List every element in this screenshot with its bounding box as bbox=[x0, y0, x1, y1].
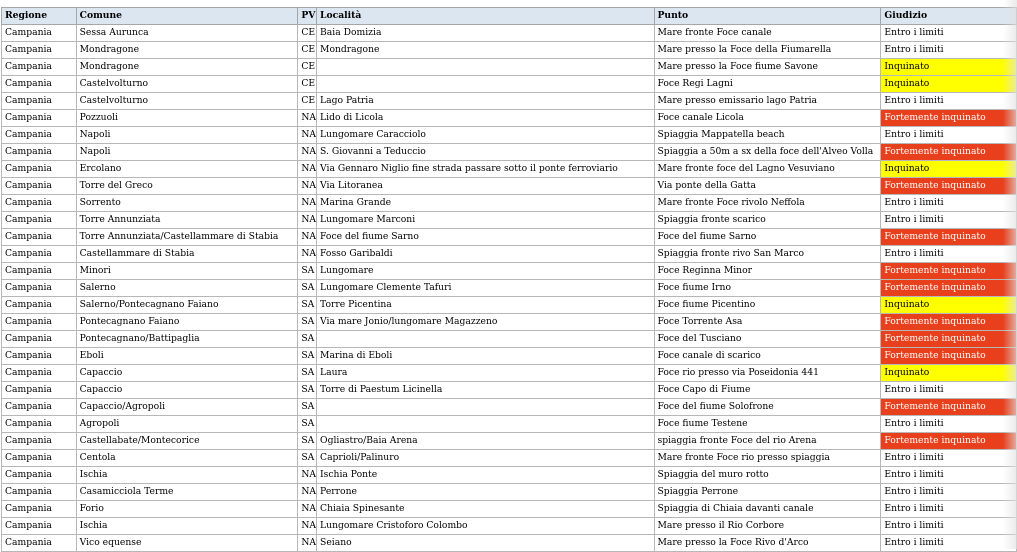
table-row bbox=[2, 416, 1017, 433]
cell-localita: Via Litoranea bbox=[317, 178, 654, 195]
cell-comune: Salerno/Pontecagnano Faiano bbox=[76, 297, 298, 314]
cell-localita bbox=[317, 416, 654, 433]
table-row bbox=[2, 399, 1017, 416]
cell-pv: CE bbox=[298, 42, 317, 59]
cell-comune: Capaccio/Agropoli bbox=[76, 399, 298, 416]
table-row bbox=[2, 229, 1017, 246]
table-body bbox=[2, 25, 1017, 552]
header-regione: Regione bbox=[2, 8, 77, 25]
cell-giudizio-status: Inquinato bbox=[881, 76, 1017, 93]
cell-giudizio-status: Fortemente inquinato bbox=[881, 280, 1017, 297]
cell-punto: Foce fiume Irno bbox=[654, 280, 881, 297]
cell-pv: CE bbox=[298, 25, 317, 42]
table-row bbox=[2, 212, 1017, 229]
cell-regione: Campania bbox=[2, 467, 77, 484]
cell-pv: SA bbox=[298, 314, 317, 331]
cell-comune: Castelvolturno bbox=[76, 76, 298, 93]
cell-comune: Castellabate/Montecorice bbox=[76, 433, 298, 450]
cell-pv: SA bbox=[298, 331, 317, 348]
cell-localita: Perrone bbox=[317, 484, 654, 501]
cell-pv: SA bbox=[298, 263, 317, 280]
table-row bbox=[2, 76, 1017, 93]
cell-regione: Campania bbox=[2, 450, 77, 467]
cell-punto: Mare fronte Foce rio presso spiaggia bbox=[654, 450, 881, 467]
cell-giudizio-status: Entro i limiti bbox=[881, 127, 1017, 144]
cell-giudizio-status: Inquinato bbox=[881, 59, 1017, 76]
cell-comune: Torre Annunziata bbox=[76, 212, 298, 229]
cell-punto: Spiaggia Perrone bbox=[654, 484, 881, 501]
header-pv: PV bbox=[298, 8, 317, 25]
cell-localita: Laura bbox=[317, 365, 654, 382]
cell-pv: SA bbox=[298, 382, 317, 399]
cell-regione: Campania bbox=[2, 161, 77, 178]
cell-regione: Campania bbox=[2, 76, 77, 93]
cell-pv: SA bbox=[298, 399, 317, 416]
cell-punto: Mare fronte Foce rivolo Neffola bbox=[654, 195, 881, 212]
cell-giudizio-status: Entro i limiti bbox=[881, 467, 1017, 484]
table-row bbox=[2, 365, 1017, 382]
table-row bbox=[2, 59, 1017, 76]
header-localita: Località bbox=[317, 8, 654, 25]
cell-regione: Campania bbox=[2, 195, 77, 212]
cell-pv: SA bbox=[298, 450, 317, 467]
header-row bbox=[2, 8, 1017, 25]
cell-regione: Campania bbox=[2, 280, 77, 297]
cell-regione: Campania bbox=[2, 178, 77, 195]
cell-localita: Torre Picentina bbox=[317, 297, 654, 314]
cell-pv: CE bbox=[298, 93, 317, 110]
cell-giudizio-status: Entro i limiti bbox=[881, 246, 1017, 263]
cell-comune: Mondragone bbox=[76, 42, 298, 59]
table-row bbox=[2, 93, 1017, 110]
cell-punto: Mare presso la Foce della Fiumarella bbox=[654, 42, 881, 59]
cell-comune: Torre del Greco bbox=[76, 178, 298, 195]
cell-comune: Ischia bbox=[76, 467, 298, 484]
table-row bbox=[2, 314, 1017, 331]
cell-regione: Campania bbox=[2, 25, 77, 42]
cell-localita: Via Gennaro Niglio fine strada passare sotto il ponte ferroviario bbox=[317, 161, 654, 178]
cell-localita: Foce del fiume Sarno bbox=[317, 229, 654, 246]
cell-pv: CE bbox=[298, 59, 317, 76]
cell-giudizio-status: Fortemente inquinato bbox=[881, 144, 1017, 161]
cell-pv: NA bbox=[298, 161, 317, 178]
cell-localita: Caprioli/Palinuro bbox=[317, 450, 654, 467]
header-punto: Punto bbox=[654, 8, 881, 25]
cell-regione: Campania bbox=[2, 229, 77, 246]
cell-localita: S. Giovanni a Teduccio bbox=[317, 144, 654, 161]
water-quality-table bbox=[1, 7, 1017, 552]
cell-comune: Salerno bbox=[76, 280, 298, 297]
table-row bbox=[2, 297, 1017, 314]
cell-giudizio-status: Entro i limiti bbox=[881, 195, 1017, 212]
cell-regione: Campania bbox=[2, 382, 77, 399]
cell-pv: SA bbox=[298, 280, 317, 297]
cell-regione: Campania bbox=[2, 365, 77, 382]
cell-giudizio-status: Entro i limiti bbox=[881, 535, 1017, 552]
cell-giudizio-status: Entro i limiti bbox=[881, 518, 1017, 535]
cell-pv: NA bbox=[298, 484, 317, 501]
cell-localita bbox=[317, 399, 654, 416]
cell-comune: Castellammare di Stabia bbox=[76, 246, 298, 263]
cell-pv: NA bbox=[298, 195, 317, 212]
table-row bbox=[2, 195, 1017, 212]
cell-giudizio-status: Entro i limiti bbox=[881, 212, 1017, 229]
table-row bbox=[2, 467, 1017, 484]
cell-giudizio-status: Inquinato bbox=[881, 297, 1017, 314]
cell-comune: Capaccio bbox=[76, 365, 298, 382]
table-row bbox=[2, 348, 1017, 365]
cell-regione: Campania bbox=[2, 127, 77, 144]
cell-punto: Foce canale Licola bbox=[654, 110, 881, 127]
table-row bbox=[2, 127, 1017, 144]
table-row bbox=[2, 246, 1017, 263]
cell-giudizio-status: Fortemente inquinato bbox=[881, 399, 1017, 416]
cell-pv: NA bbox=[298, 144, 317, 161]
cell-giudizio-status: Fortemente inquinato bbox=[881, 178, 1017, 195]
cell-pv: CE bbox=[298, 76, 317, 93]
cell-giudizio-status: Fortemente inquinato bbox=[881, 348, 1017, 365]
table-row bbox=[2, 161, 1017, 178]
cell-pv: NA bbox=[298, 229, 317, 246]
cell-comune: Vico equense bbox=[76, 535, 298, 552]
cell-localita bbox=[317, 59, 654, 76]
cell-localita: Lago Patria bbox=[317, 93, 654, 110]
cell-regione: Campania bbox=[2, 110, 77, 127]
cell-giudizio-status: Fortemente inquinato bbox=[881, 110, 1017, 127]
cell-localita: Lido di Licola bbox=[317, 110, 654, 127]
cell-punto: Spiaggia Mappatella beach bbox=[654, 127, 881, 144]
cell-comune: Agropoli bbox=[76, 416, 298, 433]
cell-regione: Campania bbox=[2, 212, 77, 229]
cell-pv: NA bbox=[298, 246, 317, 263]
cell-giudizio-status: Entro i limiti bbox=[881, 93, 1017, 110]
cell-giudizio-status: Fortemente inquinato bbox=[881, 331, 1017, 348]
cell-localita: Lungomare Clemente Tafuri bbox=[317, 280, 654, 297]
cell-comune: Sorrento bbox=[76, 195, 298, 212]
cell-punto: Foce fiume Testene bbox=[654, 416, 881, 433]
table-row bbox=[2, 42, 1017, 59]
cell-localita: Via mare Jonio/lungomare Magazzeno bbox=[317, 314, 654, 331]
cell-regione: Campania bbox=[2, 42, 77, 59]
cell-regione: Campania bbox=[2, 348, 77, 365]
cell-localita: Seiano bbox=[317, 535, 654, 552]
cell-giudizio-status: Entro i limiti bbox=[881, 450, 1017, 467]
cell-regione: Campania bbox=[2, 144, 77, 161]
cell-giudizio-status: Entro i limiti bbox=[881, 382, 1017, 399]
table-row bbox=[2, 450, 1017, 467]
table-row bbox=[2, 518, 1017, 535]
cell-comune: Torre Annunziata/Castellammare di Stabia bbox=[76, 229, 298, 246]
cell-punto: Mare presso il Rio Corbore bbox=[654, 518, 881, 535]
scroll-edge-shadow bbox=[1003, 0, 1017, 549]
cell-localita: Marina Grande bbox=[317, 195, 654, 212]
cell-punto: Foce Reginna Minor bbox=[654, 263, 881, 280]
cell-punto: Spiaggia del muro rotto bbox=[654, 467, 881, 484]
cell-comune: Centola bbox=[76, 450, 298, 467]
cell-regione: Campania bbox=[2, 314, 77, 331]
cell-regione: Campania bbox=[2, 484, 77, 501]
cell-punto: Spiaggia fronte rivo San Marco bbox=[654, 246, 881, 263]
cell-punto: Via ponte della Gatta bbox=[654, 178, 881, 195]
cell-localita: Chiaia Spinesante bbox=[317, 501, 654, 518]
cell-pv: SA bbox=[298, 433, 317, 450]
cell-giudizio-status: Entro i limiti bbox=[881, 416, 1017, 433]
cell-comune: Pontecagnano Faiano bbox=[76, 314, 298, 331]
cell-giudizio-status: Fortemente inquinato bbox=[881, 229, 1017, 246]
cell-comune: Napoli bbox=[76, 127, 298, 144]
cell-localita: Lungomare Caracciolo bbox=[317, 127, 654, 144]
cell-punto: Mare presso emissario lago Patria bbox=[654, 93, 881, 110]
cell-pv: NA bbox=[298, 127, 317, 144]
cell-localita: Lungomare bbox=[317, 263, 654, 280]
cell-localita: Mondragone bbox=[317, 42, 654, 59]
cell-regione: Campania bbox=[2, 59, 77, 76]
table-row bbox=[2, 110, 1017, 127]
cell-giudizio-status: Inquinato bbox=[881, 365, 1017, 382]
cell-comune: Minori bbox=[76, 263, 298, 280]
cell-comune: Castelvolturno bbox=[76, 93, 298, 110]
cell-comune: Casamicciola Terme bbox=[76, 484, 298, 501]
table-row bbox=[2, 382, 1017, 399]
cell-comune: Mondragone bbox=[76, 59, 298, 76]
cell-pv: SA bbox=[298, 297, 317, 314]
table-row bbox=[2, 25, 1017, 42]
cell-pv: NA bbox=[298, 535, 317, 552]
cell-regione: Campania bbox=[2, 535, 77, 552]
cell-pv: SA bbox=[298, 416, 317, 433]
cell-punto: Foce canale di scarico bbox=[654, 348, 881, 365]
cell-comune: Ercolano bbox=[76, 161, 298, 178]
header-giudizio: Giudizio bbox=[881, 8, 1017, 25]
cell-regione: Campania bbox=[2, 263, 77, 280]
table-row bbox=[2, 280, 1017, 297]
cell-comune: Pozzuoli bbox=[76, 110, 298, 127]
cell-giudizio-status: Fortemente inquinato bbox=[881, 263, 1017, 280]
cell-localita: Baia Domizia bbox=[317, 25, 654, 42]
cell-punto: Foce del fiume Solofrone bbox=[654, 399, 881, 416]
cell-comune: Eboli bbox=[76, 348, 298, 365]
table-row bbox=[2, 178, 1017, 195]
cell-giudizio-status: Entro i limiti bbox=[881, 501, 1017, 518]
table-row bbox=[2, 144, 1017, 161]
cell-comune: Forio bbox=[76, 501, 298, 518]
cell-regione: Campania bbox=[2, 246, 77, 263]
cell-punto: spiaggia fronte Foce del rio Arena bbox=[654, 433, 881, 450]
cell-giudizio-status: Entro i limiti bbox=[881, 484, 1017, 501]
cell-localita: Ogliastro/Baia Arena bbox=[317, 433, 654, 450]
cell-punto: Foce Torrente Asa bbox=[654, 314, 881, 331]
table-row bbox=[2, 331, 1017, 348]
cell-pv: SA bbox=[298, 365, 317, 382]
cell-giudizio-status: Fortemente inquinato bbox=[881, 314, 1017, 331]
cell-pv: NA bbox=[298, 501, 317, 518]
table-row bbox=[2, 484, 1017, 501]
cell-localita bbox=[317, 331, 654, 348]
cell-regione: Campania bbox=[2, 399, 77, 416]
cell-regione: Campania bbox=[2, 518, 77, 535]
cell-punto: Spiaggia di Chiaia davanti canale bbox=[654, 501, 881, 518]
table-row bbox=[2, 501, 1017, 518]
cell-punto: Foce rio presso via Poseidonia 441 bbox=[654, 365, 881, 382]
cell-localita: Ischia Ponte bbox=[317, 467, 654, 484]
cell-localita: Marina di Eboli bbox=[317, 348, 654, 365]
cell-regione: Campania bbox=[2, 501, 77, 518]
cell-punto: Foce Capo di Fiume bbox=[654, 382, 881, 399]
cell-punto: Foce del Tusciano bbox=[654, 331, 881, 348]
cell-giudizio-status: Entro i limiti bbox=[881, 25, 1017, 42]
header-comune: Comune bbox=[76, 8, 298, 25]
cell-localita: Torre di Paestum Licinella bbox=[317, 382, 654, 399]
cell-giudizio-status: Entro i limiti bbox=[881, 42, 1017, 59]
cell-punto: Foce fiume Picentino bbox=[654, 297, 881, 314]
cell-comune: Napoli bbox=[76, 144, 298, 161]
cell-punto: Mare presso la Foce fiume Savone bbox=[654, 59, 881, 76]
cell-comune: Ischia bbox=[76, 518, 298, 535]
cell-localita: Lungomare Marconi bbox=[317, 212, 654, 229]
cell-punto: Mare fronte Foce canale bbox=[654, 25, 881, 42]
table-row bbox=[2, 263, 1017, 280]
cell-comune: Capaccio bbox=[76, 382, 298, 399]
cell-localita: Fosso Garibaldi bbox=[317, 246, 654, 263]
table-row bbox=[2, 433, 1017, 450]
cell-localita: Lungomare Cristoforo Colombo bbox=[317, 518, 654, 535]
cell-punto: Foce del fiume Sarno bbox=[654, 229, 881, 246]
cell-regione: Campania bbox=[2, 433, 77, 450]
cell-punto: Spiaggia a 50m a sx della foce dell'Alveo Volla bbox=[654, 144, 881, 161]
cell-regione: Campania bbox=[2, 416, 77, 433]
cell-punto: Foce Regi Lagni bbox=[654, 76, 881, 93]
cell-pv: SA bbox=[298, 348, 317, 365]
cell-punto: Mare fronte foce del Lagno Vesuviano bbox=[654, 161, 881, 178]
cell-pv: NA bbox=[298, 518, 317, 535]
cell-comune: Sessa Aurunca bbox=[76, 25, 298, 42]
cell-regione: Campania bbox=[2, 331, 77, 348]
cell-comune: Pontecagnano/Battipaglia bbox=[76, 331, 298, 348]
cell-punto: Spiaggia fronte scarico bbox=[654, 212, 881, 229]
cell-regione: Campania bbox=[2, 93, 77, 110]
cell-pv: NA bbox=[298, 467, 317, 484]
spreadsheet bbox=[1, 7, 1017, 552]
cell-localita bbox=[317, 76, 654, 93]
cell-giudizio-status: Fortemente inquinato bbox=[881, 433, 1017, 450]
cell-regione: Campania bbox=[2, 297, 77, 314]
cell-pv: NA bbox=[298, 110, 317, 127]
cell-giudizio-status: Inquinato bbox=[881, 161, 1017, 178]
cell-pv: NA bbox=[298, 212, 317, 229]
cell-pv: NA bbox=[298, 178, 317, 195]
cell-punto: Mare presso la Foce Rivo d'Arco bbox=[654, 535, 881, 552]
